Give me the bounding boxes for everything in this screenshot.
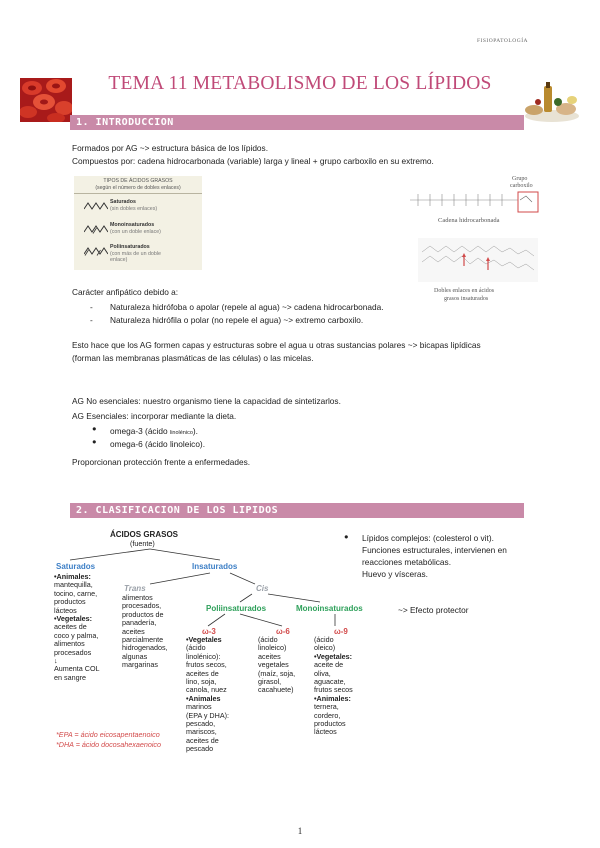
tree-detail-line: aceites de [186, 735, 219, 745]
tree-detail-line: algunas [122, 651, 148, 661]
tree-root-sub: (fuente) [130, 539, 155, 548]
tree-detail-line: marinos [186, 702, 212, 712]
no-esenciales: AG No esenciales: nuestro organismo tiene la capacidad de sintetizarlos. [72, 396, 341, 406]
caption-dobles-enlaces-2: grasos insaturados [444, 296, 489, 302]
table-row-desc: enlace) [110, 257, 128, 263]
table-header-line-2: (según el número de dobles enlaces) [95, 185, 181, 191]
bullet-icon: ● [92, 424, 97, 433]
list-dash: - [90, 315, 93, 325]
list-dash: - [90, 302, 93, 312]
tree-trans: Trans [124, 584, 146, 593]
intro-line-1: Formados por AG ~> estructura básica de los lípidos. [72, 143, 268, 153]
tree-poliinsaturados: Poliinsaturados [206, 604, 267, 613]
omega3-acid: linolénico [169, 430, 193, 436]
bullet-icon: ● [92, 437, 97, 446]
tree-detail-line: (ácido [258, 635, 278, 644]
tree-detail-line: margarinas [122, 660, 158, 670]
tree-omega3: ω-3 [202, 627, 216, 636]
tree-detail-line: pescado [186, 744, 214, 754]
complex-line-3: reacciones metabólicas. [362, 557, 452, 567]
tree-detail-line: frutos secos [314, 685, 353, 695]
tree-insaturados: Insaturados [192, 562, 238, 571]
omega3-text: omega-3 (ácido [110, 426, 170, 436]
tree-monoinsaturados: Monoinsaturados [296, 604, 363, 613]
tree-detail-line: ternera, [314, 702, 339, 712]
tree-detail-line: (ácido [314, 635, 334, 644]
tree-detail-line: lácteos [314, 727, 337, 737]
table-row-name: Monoinsaturados [110, 222, 155, 228]
tree-detail-line: frutos secos, [186, 660, 227, 670]
tree-detail-line: •Animales [186, 693, 221, 703]
tree-detail-line: coco y palma, [54, 630, 99, 640]
amphipathic-item-1: Naturaleza hidrófoba o apolar (repele al agua) ~> cadena hidrocarbonada. [110, 302, 384, 312]
tree-detail-line: oleico) [314, 643, 336, 653]
table-row-name: Saturados [110, 199, 136, 205]
table-header-line-1: TIPOS DE ÁCIDOS GRASOS [103, 178, 173, 184]
table-row-desc: (sin dobles enlaces) [110, 205, 158, 212]
tree-detail-line: •Vegetales: [54, 614, 93, 624]
tree-saturados: Saturados [56, 562, 96, 571]
tree-detail-line: pescado, [186, 719, 216, 729]
tree-detail-line: aceites [258, 651, 281, 661]
trans-details [122, 594, 192, 670]
esenciales: AG Esenciales: incorporar mediante la dieta. [72, 411, 237, 421]
tree-omega9: ω-9 [334, 627, 348, 636]
tree-detail-line: parcialmente [122, 635, 164, 645]
tree-detail-line: panadería, [122, 618, 157, 628]
tree-cis: Cis [256, 584, 269, 593]
tree-detail-line: Aumenta COL [54, 664, 100, 674]
tree-detail-line: cordero, [314, 710, 341, 720]
tree-detail-line: (EPA y DHA): [186, 710, 229, 720]
tree-detail-line: alimentos [122, 593, 153, 602]
tree-omega6: ω-6 [276, 627, 290, 636]
omega3-close: ). [192, 426, 198, 436]
tree-detail-line: lino, soja, [186, 677, 217, 687]
tree-detail-line: lácteos [54, 605, 77, 615]
tree-detail-line: linoleico) [258, 643, 287, 653]
paragraph-line-2: (forman las membranas plasmáticas de las células) o las micelas. [72, 353, 314, 363]
tree-detail-line: procesados, [122, 601, 162, 611]
tree-detail-line: •Vegetales: [314, 651, 353, 661]
tree-detail-line: •Animales: [54, 572, 91, 581]
complex-line-4: Huevo y vísceras. [362, 569, 428, 579]
tree-detail-line: alimentos [54, 639, 85, 649]
bullet-icon: ● [344, 532, 349, 541]
omega3-details [186, 636, 256, 754]
label-carboxilo: carboxilo [510, 183, 533, 189]
tree-detail-line: vegetales [258, 660, 289, 670]
tree-detail-line: aceites de [54, 622, 87, 632]
caption-dobles-enlaces-1: Dobles enlaces en ácidos [434, 288, 495, 294]
tree-detail-line: (ácido [186, 643, 206, 653]
tree-detail-line: oliva, [314, 668, 331, 678]
tree-detail-line: tocino, carne, [54, 588, 98, 598]
page-title: TEMA 11 METABOLISMO DE LOS LÍPIDOS [108, 73, 492, 94]
tree-root: ÁCIDOS GRASOS [110, 530, 179, 539]
section-heading-clasificacion: 2. CLASIFICACION DE LOS LIPIDOS [70, 503, 524, 518]
tree-detail-line: aguacate, [314, 677, 346, 687]
tree-detail-line: en sangre [54, 672, 86, 682]
header-brand: FISIOPATOLOGÍA [476, 38, 528, 44]
tree-detail-line: aceites de [186, 668, 219, 678]
page-number: 1 [297, 826, 303, 836]
efecto-protector: ~> Efecto protector [398, 605, 469, 615]
tree-detail-line: cacahuete) [258, 685, 294, 695]
tree-detail-line: ↓ [54, 656, 58, 666]
paragraph-line-1: Esto hace que los AG formen capas y estructuras sobre el agua u otras sustancias polares ~> bicapas lipídicas [72, 340, 481, 350]
section-heading-introduccion: 1. INTRODUCCION [70, 115, 524, 130]
table-row-name: Poliinsaturados [110, 244, 150, 250]
label-grupo: Grupo [512, 176, 528, 182]
table-row-desc: (con más de un doble [110, 250, 161, 257]
omega9-details [314, 636, 384, 737]
complex-line-2: Funciones estructurales, intervienen en [362, 545, 507, 555]
tree-detail-line: productos [314, 719, 346, 729]
intro-line-2: Compuestos por: cadena hidrocarbonada (variable) larga y lineal + grupo carboxilo en su extremo. [72, 156, 434, 166]
note-epa: *EPA = ácido eicosapentaenoico [56, 730, 160, 739]
tree-detail-line: (maíz, soja, [258, 668, 296, 678]
amphipathic-item-2: Naturaleza hidrófila o polar (no repele el agua) ~> extremo carboxilo. [110, 315, 364, 325]
tree-detail-line: mariscos, [186, 727, 217, 737]
tree-detail-line: aceite de [314, 660, 344, 670]
omega6-item: omega-6 (ácido linoleico). [110, 439, 206, 449]
tree-detail-line: productos de [122, 609, 164, 619]
tree-detail-line: productos [54, 597, 86, 607]
tree-detail-line: canola, nuez [186, 685, 227, 695]
proteccion-text: Proporcionan protección frente a enfermedades. [72, 457, 251, 467]
tree-detail-line: linolénico): [186, 651, 221, 661]
table-row-desc: (con un doble enlace) [110, 228, 161, 235]
tree-detail-line: •Animales: [314, 693, 351, 703]
saturados-details [54, 573, 124, 682]
tree-detail-line: •Vegetales [186, 635, 222, 644]
tree-detail-line: aceites [122, 626, 145, 636]
amphipathic-title: Carácter anfipático debido a: [72, 287, 179, 297]
tree-detail-line: procesados [54, 647, 92, 657]
tree-detail-line: girasol, [258, 677, 282, 687]
tree-detail-line: mantequilla, [54, 580, 93, 590]
complex-line-1: Lípidos complejos: (colesterol o vit). [362, 533, 494, 543]
note-dha: *DHA = ácido docosahexaenoico [56, 740, 162, 749]
tree-detail-line: hidrogenados, [122, 643, 168, 653]
caption-cadena: Cadena hidrocarbonada [438, 217, 500, 224]
